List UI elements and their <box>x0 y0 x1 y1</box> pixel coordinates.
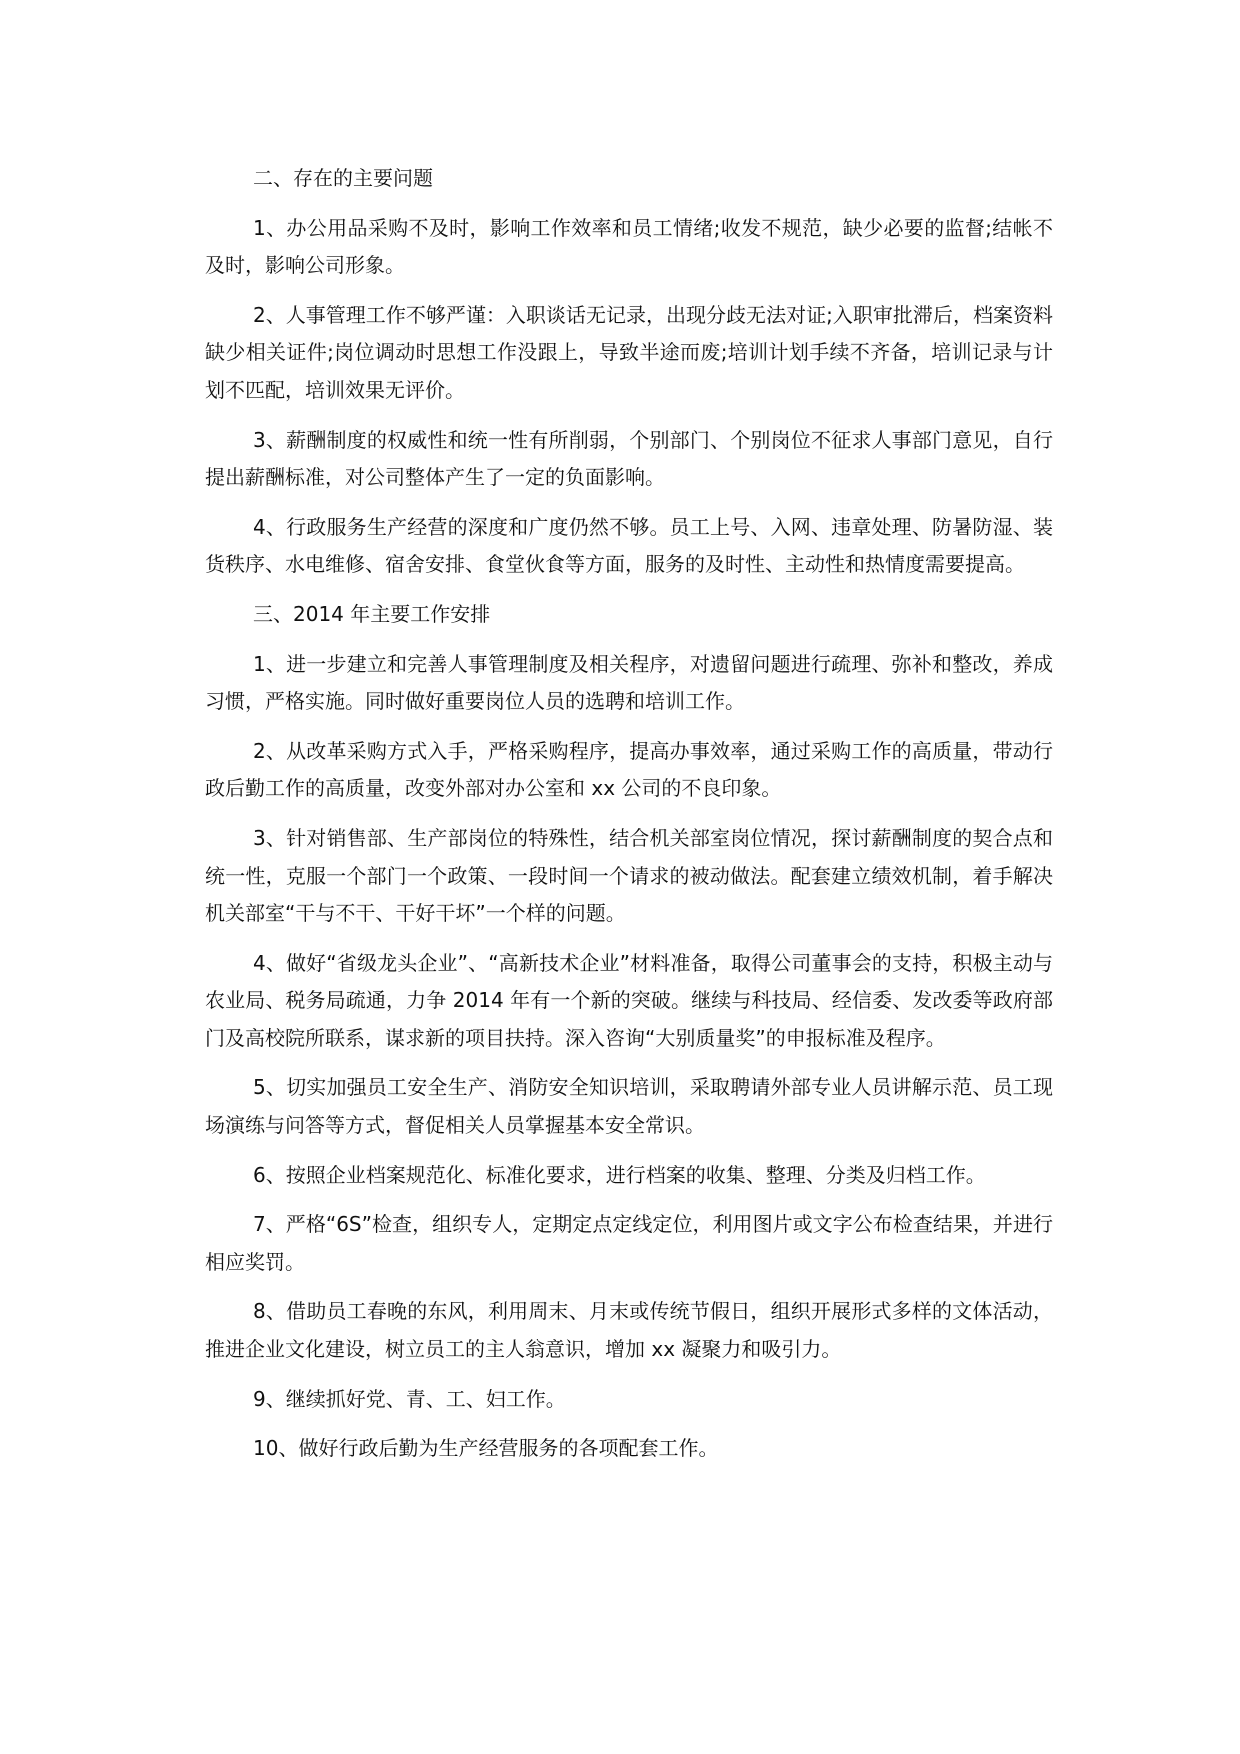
plan-item-4: 4、做好“省级龙头企业”、“高新技术企业”材料准备，取得公司董事会的支持，积极主动与农业局、税务局疏通，力争 2014 年有一个新的突破。继续与科技局、经信委、发改委等政府部门及高校院所联系，谋求新的项目扶持。深入咨询“大别质量奖”的申报标准及程序。 <box>205 950 1053 1050</box>
plan-item-6: 6、按照企业档案规范化、标准化要求，进行档案的收集、整理、分类及归档工作。 <box>253 1162 986 1187</box>
document-body <box>205 160 1053 1480</box>
plan-item-2: 2、从改革采购方式入手，严格采购程序，提高办事效率，通过采购工作的高质量，带动行政后勤工作的高质量，改变外部对办公室和 xx 公司的不良印象。 <box>205 738 1053 801</box>
plan-item-8: 8、借助员工春晚的东风，利用周末、月末或传统节假日，组织开展形式多样的文体活动，推进企业文化建设，树立员工的主人翁意识，增加 xx 凝聚力和吸引力。 <box>205 1299 1053 1362</box>
problem-item-1: 1、办公用品采购不及时，影响工作效率和员工情绪;收发不规范，缺少必要的监督;结帐不及时，影响公司形象。 <box>205 215 1053 278</box>
plan-item-10: 10、做好行政后勤为生产经营服务的各项配套工作。 <box>253 1436 719 1461</box>
plan-item-3: 3、针对销售部、生产部岗位的特殊性，结合机关部室岗位情况，探讨薪酬制度的契合点和统一性，克服一个部门一个政策、一段时间一个请求的被动做法。配套建立绩效机制，着手解决机关部室“干与不干、干好干坏”一个样的问题。 <box>205 825 1053 926</box>
plan-item-1: 1、进一步建立和完善人事管理制度及相关程序，对遗留问题进行疏理、弥补和整改，养成习惯，严格实施。同时做好重要岗位人员的选聘和培训工作。 <box>205 651 1053 714</box>
section-heading-problems: 二、存在的主要问题 <box>253 166 433 190</box>
problem-item-3: 3、薪酬制度的权威性和统一性有所削弱，个别部门、个别岗位不征求人事部门意见，自行提出薪酬标准，对公司整体产生了一定的负面影响。 <box>205 427 1053 490</box>
plan-item-9: 9、继续抓好党、青、工、妇工作。 <box>253 1386 566 1411</box>
problem-item-4: 4、行政服务生产经营的深度和广度仍然不够。员工上号、入网、违章处理、防暑防湿、装货秩序、水电维修、宿舍安排、食堂伙食等方面，服务的及时性、主动性和热情度需要提高。 <box>205 514 1053 577</box>
section-heading-plan: 三、2014 年主要工作安排 <box>253 601 491 626</box>
plan-item-5: 5、切实加强员工安全生产、消防安全知识培训，采取聘请外部专业人员讲解示范、员工现场演练与问答等方式，督促相关人员掌握基本安全常识。 <box>205 1075 1053 1138</box>
plan-item-7: 7、严格“6S”检查，组织专人，定期定点定线定位，利用图片或文字公布检查结果，并进行相应奖罚。 <box>205 1212 1053 1274</box>
problem-item-2: 2、人事管理工作不够严谨：入职谈话无记录，出现分歧无法对证;入职审批滞后，档案资料缺少相关证件;岗位调动时思想工作没跟上，导致半途而废;培训计划手续不齐备，培训记录与计划不匹配，培训效果无评价。 <box>205 302 1053 402</box>
